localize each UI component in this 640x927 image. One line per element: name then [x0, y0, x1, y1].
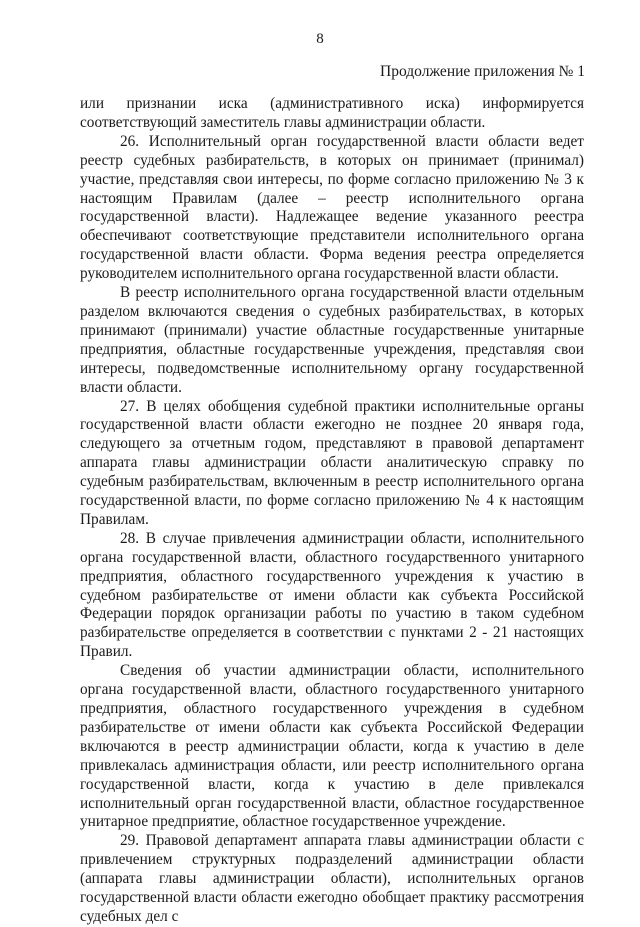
- paragraph-26-registry-section: В реестр исполнительного органа государственной власти отдельным разделом включаются сведения о судебных разбирательствах, в которых принимают (принимали) участие областные государственные унитарные предприятия, областные государственные учреждения, представляя свои интересы, подведомственные исполнительному органу государственной власти области.: [80, 284, 584, 396]
- appendix-continuation-header: Продолжение приложения № 1: [380, 63, 585, 80]
- paragraph-29: 29. Правовой департамент аппарата главы администрации области с привлечением структурных подразделений администрации области (аппарата главы администрации области), исполнительных органов государственной власти области ежегодно обобщает практику рассмотрения судебных дел с: [80, 832, 584, 925]
- page-number: 8: [316, 31, 324, 47]
- paragraph-27: 27. В целях обобщения судебной практики исполнительные органы государственной власти области ежегодно не позднее 20 января года, следующего за отчетным годом, представляют в правовой департамент аппарата главы администрации области аналитическую справку по судебным разбирательствам, включенным в реестр исполнительного органа государственной власти, по форме согласно приложению № 4 к настоящим Правилам.: [80, 397, 584, 528]
- paragraph-28-participation-info: Сведения об участии администрации области, исполнительного органа государственной власти, областного государственного унитарного предприятия, областного государственного учреждения в судебном разбирательстве от имени области как субъекта Российской Федерации включаются в реестр администрации области, когда к участию в деле привлекалась администрация области, или реестр исполнительного органа государственной власти, когда к участию в деле привлекался исполнительный орган государственной власти, областное государственное унитарное предприятие, областное государственное учреждение.: [80, 662, 584, 831]
- document-body: [80, 95, 584, 927]
- paragraph-continued: или признании иска (административного иска) информируется соответствующий заместитель главы администрации области.: [80, 95, 584, 131]
- paragraph-28: 28. В случае привлечения администрации области, исполнительного органа государственной власти, областного государственного унитарного предприятия, областного государственного учреждения к участию в судебном разбирательстве от имени области как субъекта Российской Федерации порядок организации работы по участию в таком судебном разбирательстве определяется в соответствии с пунктами 2 - 21 настоящих Правил.: [80, 529, 584, 661]
- paragraph-26: 26. Исполнительный орган государственной власти области ведет реестр судебных разбирательств, в которых он принимает (принимал) участие, представляя свои интересы, по форме согласно приложению № 3 к настоящим Правилам (далее – реестр исполнительного органа государственной власти). Надлежащее ведение указанного реестра обеспечивают соответствующие представители исполнительного органа государственной власти области. Форма ведения реестра определяется руководителем исполнительного органа государственной власти области.: [80, 132, 584, 283]
